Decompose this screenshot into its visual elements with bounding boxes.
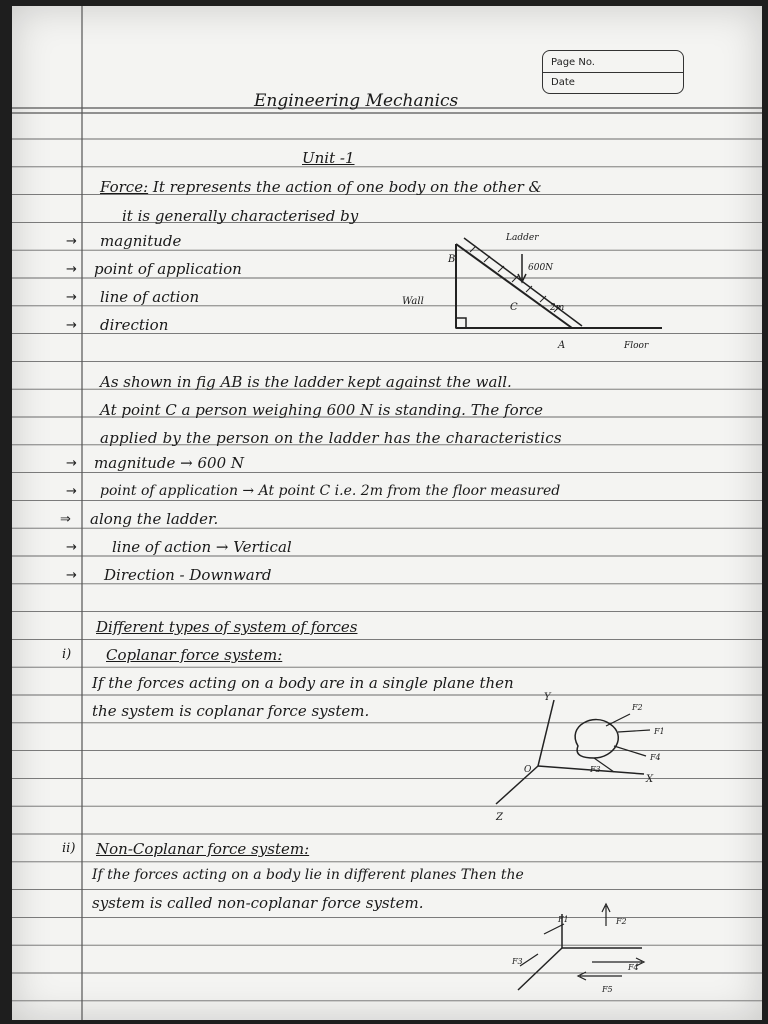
date-label: Date: [551, 77, 575, 88]
page-date-box: [542, 50, 684, 94]
load-label: 600N: [528, 263, 554, 273]
non-coplanar-line1: If the forces acting on a body lie in different planes Then the: [92, 867, 524, 883]
non-coplanar-heading: Non-Coplanar force system:: [96, 840, 310, 858]
coplanar-heading: Coplanar force system:: [106, 646, 283, 664]
origin-label: O: [524, 765, 532, 775]
non-coplanar-figure: [492, 896, 672, 1006]
coplanar-number: i): [62, 647, 72, 662]
bullet-arrow-icon: →: [66, 484, 77, 499]
force-f1-label: F1: [558, 915, 569, 924]
explanation-line1: As shown in fig AB is the ladder kept against the wall.: [100, 373, 512, 391]
ladder-figure: [372, 216, 672, 356]
force-f3-label: F3: [590, 765, 601, 774]
force-definition-line1: [100, 178, 750, 196]
wall-label: Wall: [402, 296, 424, 307]
characteristic-item: line of action: [100, 288, 200, 306]
distance-label: 2m: [550, 303, 565, 313]
point-a-label: A: [558, 340, 566, 351]
explanation-line3: applied by the person on the ladder has the characteristics: [100, 429, 562, 447]
explanation-line2: At point C a person weighing 600 N is standing. The force: [100, 401, 544, 419]
non-coplanar-number: ii): [62, 841, 76, 856]
coplanar-line1: If the forces acting on a body are in a single plane then: [92, 674, 514, 692]
force-f2-label: F2: [632, 703, 643, 712]
characteristic-item: point of application: [94, 260, 242, 278]
force-f1-label: F1: [654, 727, 665, 736]
force-f5-label: F5: [602, 985, 613, 994]
bullet-arrow-icon: →: [66, 540, 77, 555]
bullet-arrow-icon: →: [66, 234, 77, 249]
example-point-line2: along the ladder.: [90, 510, 219, 528]
section-heading: Different types of system of forces: [96, 618, 358, 636]
example-line-of-action: line of action → Vertical: [112, 538, 292, 556]
non-coplanar-line2: system is called non-coplanar force system.: [92, 894, 424, 912]
floor-label: Floor: [624, 341, 649, 351]
bullet-arrow-icon: →: [66, 568, 77, 583]
axis-y-label: Y: [544, 692, 551, 703]
axis-x-label: X: [646, 774, 654, 785]
bullet-arrow-icon: →: [66, 290, 77, 305]
notebook-page: [12, 6, 762, 1020]
force-f2-label: F2: [616, 917, 627, 926]
bullet-arrow-icon: →: [66, 456, 77, 471]
example-magnitude: magnitude → 600 N: [94, 454, 245, 472]
ladder-label: Ladder: [506, 233, 539, 243]
bullet-arrow-icon: →: [66, 262, 77, 277]
force-term: Force:: [100, 178, 149, 196]
bullet-arrow-icon: ⇒: [60, 512, 71, 527]
example-point-line1: point of application → At point C i.e. 2m from the floor measured: [100, 483, 561, 499]
point-c-label: C: [510, 302, 518, 313]
force-definition-line2: it is generally characterised by: [122, 207, 359, 225]
force-definition-text: It represents the action of one body on the other &: [152, 178, 542, 196]
force-f4-label: F4: [650, 753, 661, 762]
example-direction: Direction - Downward: [104, 566, 272, 584]
force-f3-label: F3: [512, 957, 523, 966]
unit-heading: Unit -1: [302, 149, 355, 167]
page-no-label: Page No.: [551, 57, 595, 68]
page-title: Engineering Mechanics: [254, 91, 459, 111]
coplanar-line2: the system is coplanar force system.: [92, 702, 370, 720]
characteristic-item: magnitude: [100, 232, 182, 250]
characteristic-item: direction: [100, 316, 169, 334]
force-f4-label: F4: [628, 963, 639, 972]
coplanar-figure: [482, 686, 702, 826]
axis-z-label: Z: [496, 812, 503, 823]
point-b-label: B: [448, 254, 456, 265]
bullet-arrow-icon: →: [66, 318, 77, 333]
